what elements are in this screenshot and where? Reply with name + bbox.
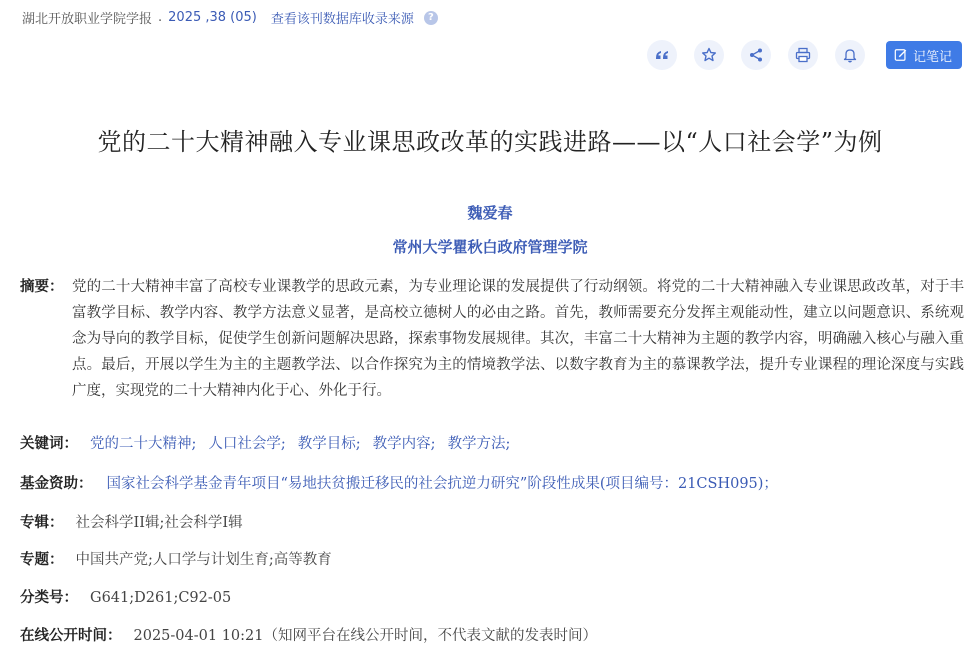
journal-volume[interactable]: 2025 ,38 (05) (168, 10, 257, 25)
article-toolbar (647, 40, 962, 70)
journal-name[interactable]: 湖北开放职业学院学报 (22, 12, 153, 27)
database-source-link[interactable]: 查看该刊数据库收录来源 (270, 12, 414, 27)
journal-dot: . (158, 10, 163, 25)
fund-label: 基金资助： (20, 475, 93, 492)
online-time-value: 2025-04-01 10:21（知网平台在线公开时间，不代表文献的发表时间） (133, 628, 597, 644)
keyword-link[interactable]: 党的二十大精神; (90, 436, 197, 452)
organization-link[interactable]: 常州大学瞿秋白政府管理学院 (392, 238, 588, 256)
take-notes-label: 记笔记 (912, 49, 952, 65)
keywords-row (20, 432, 510, 453)
fund-row (20, 472, 778, 493)
keyword-link[interactable]: 教学方法; (447, 436, 511, 452)
online-time-row (20, 624, 597, 645)
keywords-label: 关键词： (20, 435, 78, 452)
journal-bar (22, 8, 438, 27)
topic-row (20, 548, 332, 569)
take-notes-button[interactable] (886, 41, 962, 69)
abstract-text: 党的二十大精神丰富了高校专业课教学的思政元素，为专业理论课的发展提供了行动纲领。将党的二十大精神融入专业课思政改革，对于丰富教学目标、教学内容、教学方法意义显著，是高校立德树人的必由之路。首先，教师需要充分发挥主观能动性，建立以问题意识、系统观念为导向的教学目标，促使学生创新问题解决思路，探索事物发展规律。其次，丰富二十大精神为主题的教学内容，明确融入核心与融入重点。最后，开展以学生为主的主题教学法、以合作探究为主的情境教学法、以数字教育为主的慕课教学法，提升专业课程的理论深度与实践广度，实现党的二十大精神内化于心、外化于行。 (72, 279, 964, 399)
bell-icon[interactable] (835, 40, 865, 70)
online-time-label: 在线公开时间： (20, 627, 122, 644)
share-icon[interactable] (741, 40, 771, 70)
classification-row (20, 586, 231, 607)
keyword-link[interactable]: 教学目标; (297, 436, 361, 452)
pen-note-icon (894, 48, 908, 62)
topic-label: 专题： (20, 551, 64, 568)
series-label: 专辑： (20, 514, 64, 531)
keyword-link[interactable]: 人口社会学; (208, 436, 286, 452)
abstract-label: 摘要： (20, 278, 64, 295)
author-link[interactable]: 魏爱春 (467, 204, 513, 222)
keyword-link[interactable]: 教学内容; (372, 436, 436, 452)
star-icon[interactable] (694, 40, 724, 70)
quote-icon[interactable] (647, 40, 677, 70)
fund-link[interactable]: 国家社会科学基金青年项目“易地扶贫搬迁移民的社会抗逆力研究”阶段性成果(项目编号：21CSH095)； (106, 476, 778, 492)
classification-label: 分类号： (20, 589, 78, 606)
question-circle-icon[interactable]: ? (424, 11, 438, 25)
article-title: 党的二十大精神融入专业课思政改革的实践进路——以“人口社会学”为例 (97, 128, 883, 156)
series-row (20, 511, 243, 532)
topic-value: 中国共产党;人口学与计划生育;高等教育 (75, 552, 332, 568)
series-value: 社会科学II辑;社会科学I辑 (75, 515, 243, 531)
abstract-section (20, 274, 964, 404)
classification-value: G641;D261;C92-05 (90, 590, 232, 606)
print-icon[interactable] (788, 40, 818, 70)
